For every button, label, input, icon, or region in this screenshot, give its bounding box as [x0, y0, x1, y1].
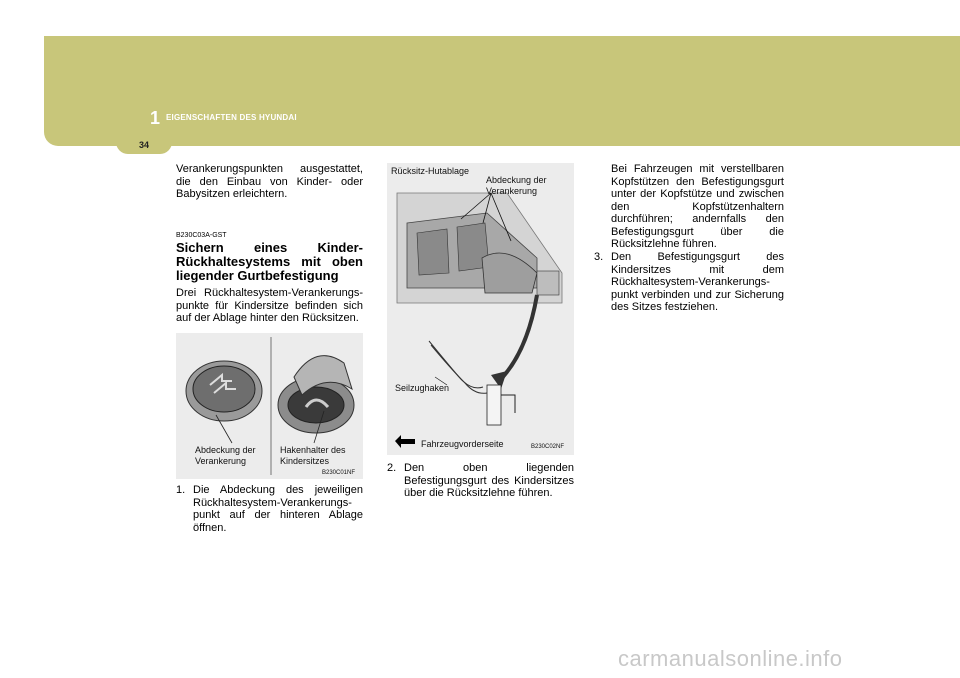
header-band-fill — [44, 36, 960, 146]
caption-cable-hook: Seilzughaken — [395, 383, 450, 393]
caption-anchor-cover-2: Abdeckung der Verankerung — [486, 175, 547, 196]
chapter-number: 1 — [150, 108, 161, 128]
column1-body: Drei Rückhaltesystem-Verankerungs-punkte für Kindersitze befinden sich auf der Ablage hinter den Rücksitzen. — [176, 287, 363, 324]
step-2-number: 2. — [387, 462, 397, 474]
header-band-margin — [0, 36, 44, 146]
caption-anchor-cover: Abdeckung der Verankerung — [195, 445, 256, 466]
figure1-code: B230C01NF — [322, 470, 356, 476]
watermark: carmanualsonline.info — [618, 646, 843, 671]
step-3-number: 3. — [594, 251, 604, 263]
step-2-text: Den oben liegenden Befestigungsgurt des Kindersitzes über die Rücksitzlehne führen. — [404, 462, 574, 499]
step-1 — [176, 484, 363, 534]
caption-rear-shelf: Rücksitz-Hutablage — [391, 166, 470, 176]
closed-cover-drawing — [186, 361, 262, 421]
step-2 — [387, 462, 574, 500]
chapter-title: EIGENSCHAFTEN DES HYUNDAI — [166, 113, 297, 122]
page-number: 34 — [138, 140, 149, 150]
figure-rear-shelf — [387, 163, 574, 455]
step-3-text: Den Befestigungsgurt des Kindersitzes mit dem Rückhaltesystem-Verankerungs-punkt verbinden und zur Sicherung des Sitzes festziehen. — [611, 251, 784, 313]
caption-vehicle-front: Fahrzeugvorderseite — [421, 439, 504, 449]
figure-anchor-covers — [176, 333, 363, 479]
header-band — [0, 36, 960, 146]
step-3 — [594, 251, 784, 314]
step-1-text: Die Abdeckung des jeweiligen Rückhaltesystem-Verankerungs-punkt auf der hinteren Ablage öffnen. — [193, 484, 363, 534]
figure2-code: B230C02NF — [531, 444, 565, 450]
column1-intro: Verankerungspunkten ausgestattet, die den Einbau von Kinder- oder Babysitzen erleichtern. — [176, 163, 363, 200]
page-number-tab — [116, 137, 172, 154]
section-code: B230C03A-GST — [176, 232, 227, 239]
section-heading: Sichern eines Kinder-Rückhaltesystems mit oben liegender Gurtbefestigung — [176, 240, 363, 283]
column3-intro: Bei Fahrzeugen mit verstellbaren Kopfstützen den Befestigungsgurt unter der Kopfstütze und zwischen den Kopfstützenhaltern durchführen; andernfalls den Befestigungsgurt über die Rücksitzlehne führen. — [611, 163, 784, 250]
step-1-number: 1. — [176, 484, 186, 496]
rear-shelf-illustration — [387, 163, 574, 455]
open-cover-drawing — [278, 356, 354, 433]
caption-hook-holder: Hakenhalter des Kindersitzes — [280, 445, 346, 466]
